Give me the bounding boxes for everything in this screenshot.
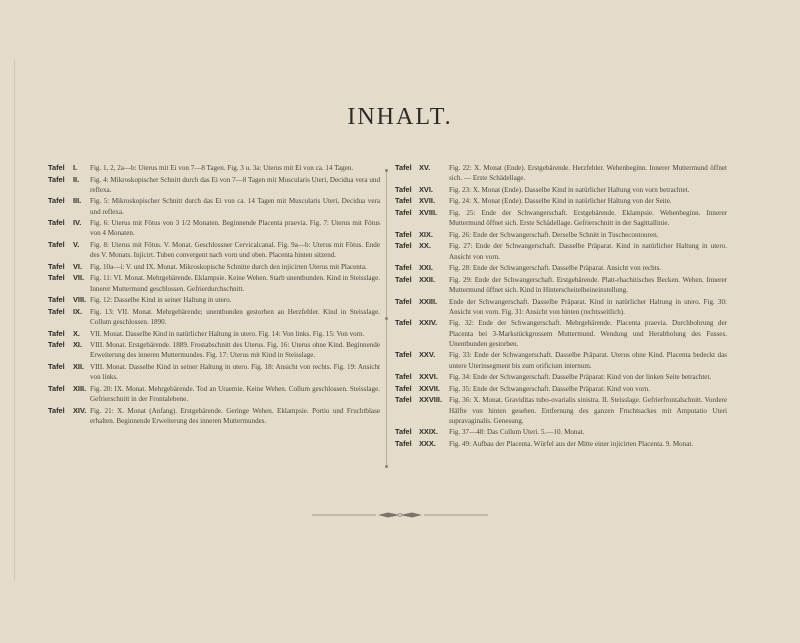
tafel-label <box>395 263 449 273</box>
tafel-number: XVIII. <box>419 207 438 217</box>
entry-description: VIII. Monat. Erstgebärende. 1889. Frostabschnitt des Uterus. Fig. 16: Uterus ohne Kind. Beginnende Erweiterung des inneren Muttermundes. Fig. 17: Uterus mit Kind in Steisslage. <box>90 341 380 360</box>
tafel-word: Tafel <box>48 295 65 305</box>
tafel-word: Tafel <box>48 218 65 228</box>
bottom-ornament <box>312 511 488 519</box>
tafel-number: V. <box>73 239 80 249</box>
tafel-number: XXIX. <box>419 427 438 437</box>
toc-entry <box>395 372 727 382</box>
entry-description: Fig. 28: Ende der Schwangerschaft. Dasselbe Präparat. Ansicht von rechts. <box>449 264 662 273</box>
entry-description: Fig. 27: Ende der Schwangerschaft. Dasselbe Präparat. Kind in natürlicher Haltung in utero. Ansicht von vorn. <box>449 242 727 261</box>
tafel-word: Tafel <box>48 306 65 316</box>
divider-dot <box>385 169 388 172</box>
tafel-word: Tafel <box>395 427 412 437</box>
tafel-word: Tafel <box>48 196 65 206</box>
tafel-word: Tafel <box>48 328 65 338</box>
tafel-label <box>48 175 90 195</box>
toc-entry <box>395 297 727 317</box>
toc-entry <box>48 218 380 238</box>
tafel-number: I. <box>73 163 78 172</box>
tafel-number: XXVII. <box>419 383 440 393</box>
tafel-word: Tafel <box>48 239 65 249</box>
toc-entry <box>48 307 380 327</box>
column-divider <box>386 169 387 466</box>
tafel-word: Tafel <box>395 184 412 194</box>
tafel-label <box>48 240 90 260</box>
tafel-label <box>395 372 449 382</box>
toc-entry <box>395 263 727 273</box>
tafel-number: III. <box>73 196 82 206</box>
toc-entry <box>48 262 380 272</box>
tafel-label <box>48 307 90 327</box>
toc-entry <box>395 275 727 295</box>
tafel-word: Tafel <box>48 383 65 393</box>
tafel-number: XVII. <box>419 196 436 206</box>
tafel-number: XIV. <box>73 405 87 415</box>
entry-description: Fig. 24: X. Monat (Ende). Dasselbe Kind in natürlicher Haltung von der Seite. <box>449 197 672 206</box>
tafel-number: XXII. <box>419 274 436 284</box>
entry-description: Fig. 21: X. Monat (Anfang). Erstgebärende. Geringe Wehen. Eklampsie. Portio und Fruchtblase erhalten. Beginnende Erweiterung des inneren Muttermundes. <box>90 406 380 425</box>
tafel-number: XXIV. <box>419 318 438 328</box>
tafel-number: XVI. <box>419 184 433 194</box>
tafel-label <box>395 196 449 206</box>
tafel-label <box>48 384 90 404</box>
entry-description: Fig. 12: Dasselbe Kind in seiner Haltung in utero. <box>90 296 232 305</box>
entry-description: Fig. 20: IX. Monat. Mehrgebärende. Tod an Uraemie. Keine Wehen. Collum geschlossen. Steisslage. Gefrierschnitt in der Frontalebene. <box>90 384 380 403</box>
tafel-number: IV. <box>73 218 82 228</box>
entry-description: Fig. 33: Ende der Schwangerschaft. Dasselbe Präparat. Uterus ohne Kind. Placenta bedeckt das untere Uterinsegment bis zum orificium internum. <box>449 351 727 370</box>
tafel-number: IX. <box>73 306 83 316</box>
toc-entry <box>48 163 380 173</box>
toc-entry <box>395 230 727 240</box>
toc-entry <box>48 362 380 382</box>
toc-entry <box>395 439 727 449</box>
entry-description: Fig. 32: Ende der Schwangerschaft. Mehrgebärende. Placenta praevia. Durchbohrung der Placenta bei 3-Markstückgrossem Muttermund. Wendung und Herabholung des Fusses. Unentbunden gestorben. <box>449 319 727 348</box>
tafel-number: VIII. <box>73 295 87 305</box>
tafel-label <box>395 185 449 195</box>
tafel-label <box>395 297 449 317</box>
tafel-number: VI. <box>73 261 83 271</box>
tafel-word: Tafel <box>395 229 412 239</box>
entry-description: Fig. 6: Uterus mit Fötus von 3 1/2 Monaten. Beginnende Placenta praevia. Fig. 7: Uterus mit Fötus von 4 Monaten. <box>90 219 380 238</box>
tafel-label <box>48 362 90 382</box>
tafel-word: Tafel <box>395 438 412 448</box>
entry-description: Fig. 4: Mikroskopischer Schnitt durch das Ei von 7—8 Tagen mit Muscularis Uteri, Decidua vera und reflexa. <box>90 175 380 194</box>
tafel-word: Tafel <box>395 241 412 251</box>
page-edge-line <box>14 60 15 580</box>
entry-description: Fig. 8: Uterus mit Fötus. V. Monat. Geschlossner Cervicalcanal. Fig. 9a—b: Uterus mit Fötus. Ende des V. Monats. Injicirt. Tuben convergent nach vorn und oben. Placenta hinten sitzend. <box>90 240 380 260</box>
tafel-word: Tafel <box>395 383 412 393</box>
tafel-word: Tafel <box>395 196 412 206</box>
divider-dot <box>385 317 388 320</box>
tafel-label <box>395 384 449 394</box>
tafel-number: VII. <box>73 273 85 283</box>
tafel-label <box>395 350 449 370</box>
tafel-word: Tafel <box>48 405 65 415</box>
tafel-word: Tafel <box>395 395 412 405</box>
left-column <box>48 163 380 427</box>
tafel-label <box>395 439 449 449</box>
tafel-label <box>48 329 90 339</box>
entry-description: Fig. 11: VI. Monat. Mehrgebärende. Eklampsie. Keine Wehen. Starb unentbunden. Kind in Steisslage. Innerer Muttermund geschlossen. Gefrierdurchschnitt. <box>90 274 380 293</box>
tafel-word: Tafel <box>48 261 65 271</box>
tafel-label <box>395 241 449 261</box>
tafel-number: XX. <box>419 241 431 251</box>
toc-entry <box>48 273 380 293</box>
toc-entry <box>48 340 380 360</box>
toc-entry <box>48 240 380 260</box>
tafel-label <box>48 340 90 360</box>
tafel-label <box>395 208 449 228</box>
toc-entry <box>48 196 380 216</box>
tafel-label <box>395 427 449 437</box>
entry-description: Fig. 29: Ende der Schwangerschaft. Erstgebärende. Platt-rhachitisches Becken. Wehen. Innerer Muttermund öffnet sich. Kind in Hinterscheitelbeineinstellung. <box>449 275 727 294</box>
toc-entry <box>48 175 380 195</box>
entry-description: VII. Monat. Dasselbe Kind in natürlicher Haltung in utero. Fig. 14: Von links. Fig. 15: Von vorn. <box>90 329 365 338</box>
entry-description: Fig. 5: Mikroskopischer Schnitt durch das Ei von ca. 14 Tagen mit Muscularis Uteri, Decidua vera und reflexa. <box>90 197 380 216</box>
tafel-number: XV. <box>419 163 431 172</box>
tafel-number: XXV. <box>419 350 436 360</box>
right-column <box>395 163 727 451</box>
toc-entry <box>395 350 727 370</box>
tafel-label <box>48 406 90 426</box>
tafel-number: XII. <box>73 361 85 371</box>
tafel-number: II. <box>73 174 80 184</box>
tafel-word: Tafel <box>395 350 412 360</box>
tafel-word: Tafel <box>48 340 65 350</box>
tafel-label <box>48 163 90 173</box>
tafel-word: Tafel <box>48 174 65 184</box>
toc-entry <box>395 395 727 426</box>
tafel-label <box>395 318 449 349</box>
toc-entry <box>395 163 727 183</box>
tafel-label <box>395 275 449 295</box>
tafel-number: X. <box>73 328 80 338</box>
entry-description: Fig. 49: Aufbau der Placenta. Würfel aus der Mitte einer injicirten Placenta. 9. Monat. <box>449 439 694 448</box>
tafel-label <box>48 295 90 305</box>
entry-description: VIII. Monat. Dasselbe Kind in seiner Haltung in utero. Fig. 18: Ansicht von rechts. Fig. 19: Ansicht von links. <box>90 362 380 382</box>
entry-description: Fig. 26: Ende der Schwangerschaft. Derselbe Schnitt in Tuschecontouren. <box>449 230 659 239</box>
entry-description: Fig. 10a—i: V. und IX. Monat. Mikroskopische Schnitte durch den injicirten Uterus mit Placenta. <box>90 262 367 271</box>
tafel-number: XIX. <box>419 229 433 239</box>
tafel-word: Tafel <box>395 296 412 306</box>
tafel-label <box>48 196 90 216</box>
entry-description: Ende der Schwangerschaft. Dasselbe Präparat. Kind in natürlicher Haltung in utero. Fig. 30: Ansicht von vorn. Fig. 31: Ansicht von hinten (rechtsseitlich). <box>449 297 727 316</box>
entry-description: Fig. 37—48: Das Collum Uteri. 5.—10. Monat. <box>449 428 585 437</box>
entry-description: Fig. 13: VII. Monat. Mehrgebärende; unentbunden gestorben an Herzfehler. Kind in Steisslage. Collum geschlossen. 1890. <box>90 307 380 326</box>
entry-description: Fig. 23: X. Monat (Ende). Dasselbe Kind in natürlicher Haltung von vorn betrachtet. <box>449 185 690 194</box>
tafel-number: XXVIII. <box>419 395 443 405</box>
toc-entry <box>395 241 727 261</box>
toc-entry <box>395 185 727 195</box>
tafel-number: XI. <box>73 340 83 350</box>
tafel-number: XXIII. <box>419 296 438 306</box>
toc-entry <box>48 329 380 339</box>
toc-entry <box>395 318 727 349</box>
toc-entry <box>48 406 380 426</box>
toc-entry <box>48 295 380 305</box>
entry-description: Fig. 1, 2, 2a—b: Uterus mit Ei von 7—8 Tagen. Fig. 3 u. 3a: Uterus mit Ei von ca. 14 Tagen. <box>90 164 354 172</box>
toc-entry <box>395 427 727 437</box>
tafel-number: XXVI. <box>419 372 438 382</box>
entry-description: Fig. 34: Ende der Schwangerschaft. Dasselbe Präparat: Kind von der linken Seite betrachtet. <box>449 373 712 382</box>
tafel-number: XXX. <box>419 438 436 448</box>
page-title: INHALT. <box>347 104 453 130</box>
tafel-label <box>48 218 90 238</box>
tafel-label <box>395 230 449 240</box>
entry-description: Fig. 22: X. Monat (Ende). Erstgebärende. Herzfehler. Wehenbeginn. Innerer Muttermund öffnet sich. — Erste Schädellage. <box>449 164 727 183</box>
tafel-word: Tafel <box>48 163 65 172</box>
toc-entry <box>395 208 727 228</box>
tafel-word: Tafel <box>395 207 412 217</box>
divider-dot <box>385 465 388 468</box>
ornament-divider-graphic <box>312 511 488 519</box>
tafel-word: Tafel <box>395 372 412 382</box>
entry-description: Fig. 36: X. Monat. Graviditas tubo-ovarialis sinistra. II. Steisslage. Gefrierfrontalschnitt. Vordere Hälfte von hinten gesehen. Entfernung des ganzen Fruchtsackes mit Amputatio Uteri supravaginalis. Genesung. <box>449 396 727 425</box>
tafel-word: Tafel <box>395 163 412 172</box>
toc-entry <box>395 384 727 394</box>
tafel-word: Tafel <box>395 263 412 273</box>
toc-entry <box>48 384 380 404</box>
tafel-word: Tafel <box>395 274 412 284</box>
tafel-label <box>395 395 449 426</box>
tafel-label <box>395 163 449 183</box>
toc-entry <box>395 196 727 206</box>
tafel-word: Tafel <box>48 273 65 283</box>
entry-description: Fig. 25: Ende der Schwangerschaft. Erstgebärende. Eklampsie. Wehenbeginn. Innerer Muttermund öffnet sich. Erste Schädellage. Gefrierschnitt in der Sagittallinie. <box>449 208 727 228</box>
tafel-label <box>48 262 90 272</box>
tafel-number: XXI. <box>419 263 433 273</box>
tafel-label <box>48 273 90 293</box>
tafel-number: XIII. <box>73 383 87 393</box>
tafel-word: Tafel <box>48 361 65 371</box>
tafel-word: Tafel <box>395 318 412 328</box>
entry-description: Fig. 35: Ende der Schwangerschaft. Dasselbe Präparat: Kind von vorn. <box>449 384 650 393</box>
